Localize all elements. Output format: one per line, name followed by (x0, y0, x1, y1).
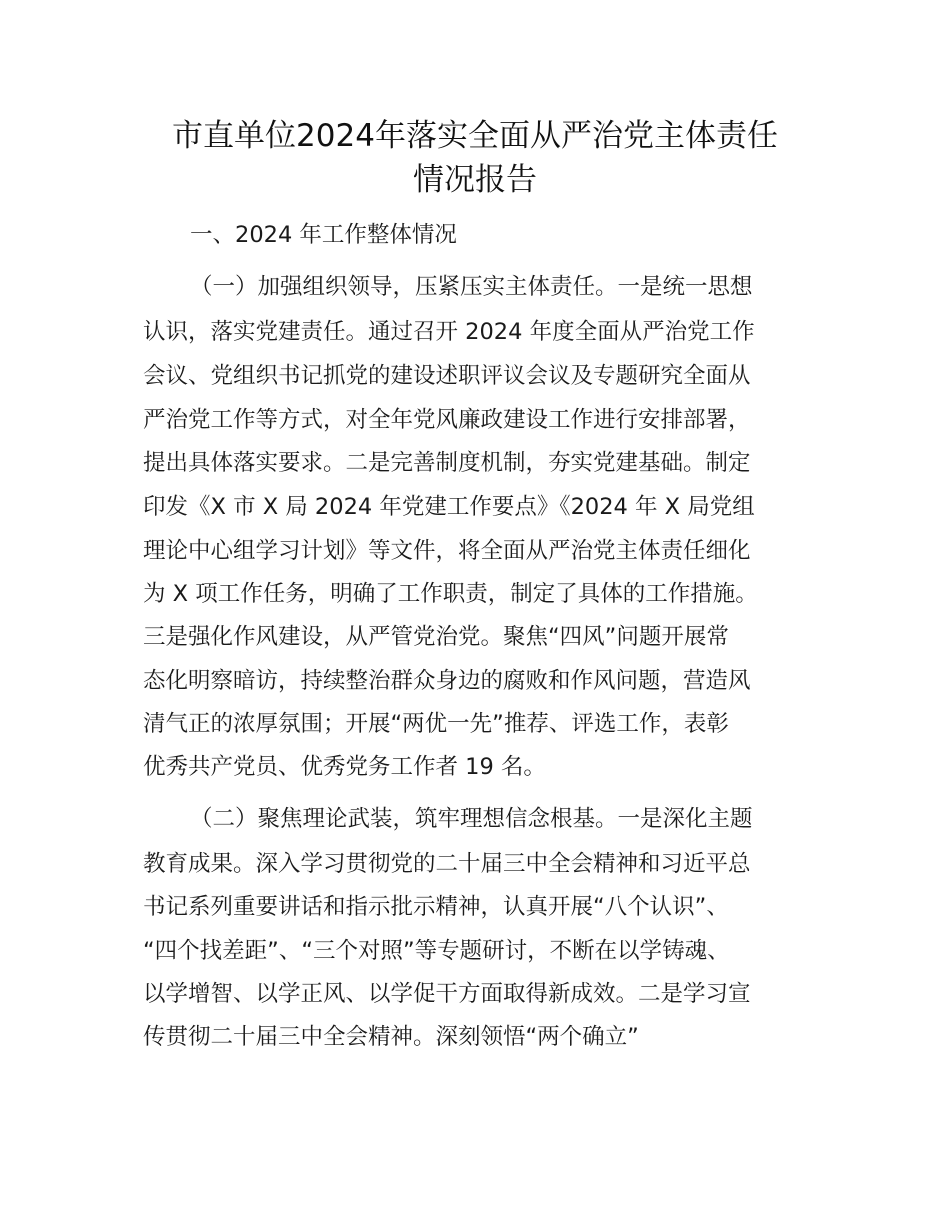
paragraph-1-line: 会议、党组织书记抓党的建设述职评议会议及专题研究全面从 (143, 363, 751, 389)
paragraph-1-line: 态化明察暗访，持续整治群众身边的腐败和作风问题，营造风 (143, 668, 751, 694)
section-1-heading: 一、2024 年工作整体情况 (190, 222, 457, 248)
paragraph-2-line: 传贯彻二十届三中全会精神。深刻领悟“两个确立” (143, 1024, 639, 1050)
paragraph-1-line: 为 X 项工作任务，明确了工作职责，制定了具体的工作措施。 (143, 581, 758, 607)
paragraph-1-line: 优秀共产党员、优秀党务工作者 19 名。 (143, 754, 546, 780)
paragraph-1-line: 认识，落实党建责任。通过召开 2024 年度全面从严治党工作 (143, 319, 755, 345)
document-title-line-1: 市直单位2024年落实全面从严治党主体责任 (172, 118, 778, 154)
paragraph-1-line: （一）加强组织领导，压紧压实主体责任。一是统一思想 (190, 274, 753, 300)
paragraph-2-line: 以学增智、以学正风、以学促干方面取得新成效。二是学习宣 (143, 981, 751, 1007)
paragraph-2-line: 教育成果。深入学习贯彻党的二十届三中全会精神和习近平总 (143, 851, 751, 877)
document-title-line-2: 情况报告 (413, 162, 537, 198)
paragraph-1-line: 清气正的浓厚氛围；开展“两优一先”推荐、评选工作，表彰 (143, 711, 729, 737)
paragraph-1-line: 理论中心组学习计划》等文件，将全面从严治党主体责任细化 (143, 538, 751, 564)
paragraph-2-line: 书记系列重要讲话和指示批示精神，认真开展“八个认识”、 (143, 894, 729, 920)
paragraph-1-line: 三是强化作风建设，从严管党治党。聚焦“四风”问题开展常 (143, 624, 729, 650)
paragraph-1-line: 严治党工作等方式，对全年党风廉政建设工作进行安排部署， (143, 407, 751, 433)
paragraph-2-line: （二）聚焦理论武装，筑牢理想信念根基。一是深化主题 (190, 806, 753, 832)
paragraph-1-line: 印发《X 市 X 局 2024 年党建工作要点》《2024 年 X 局党组 (143, 494, 755, 520)
paragraph-1-line: 提出具体落实要求。二是完善制度机制，夯实党建基础。制定 (143, 450, 751, 476)
paragraph-2-line: “四个找差距”、“三个对照”等专题研讨，不断在以学铸魂、 (143, 938, 730, 964)
